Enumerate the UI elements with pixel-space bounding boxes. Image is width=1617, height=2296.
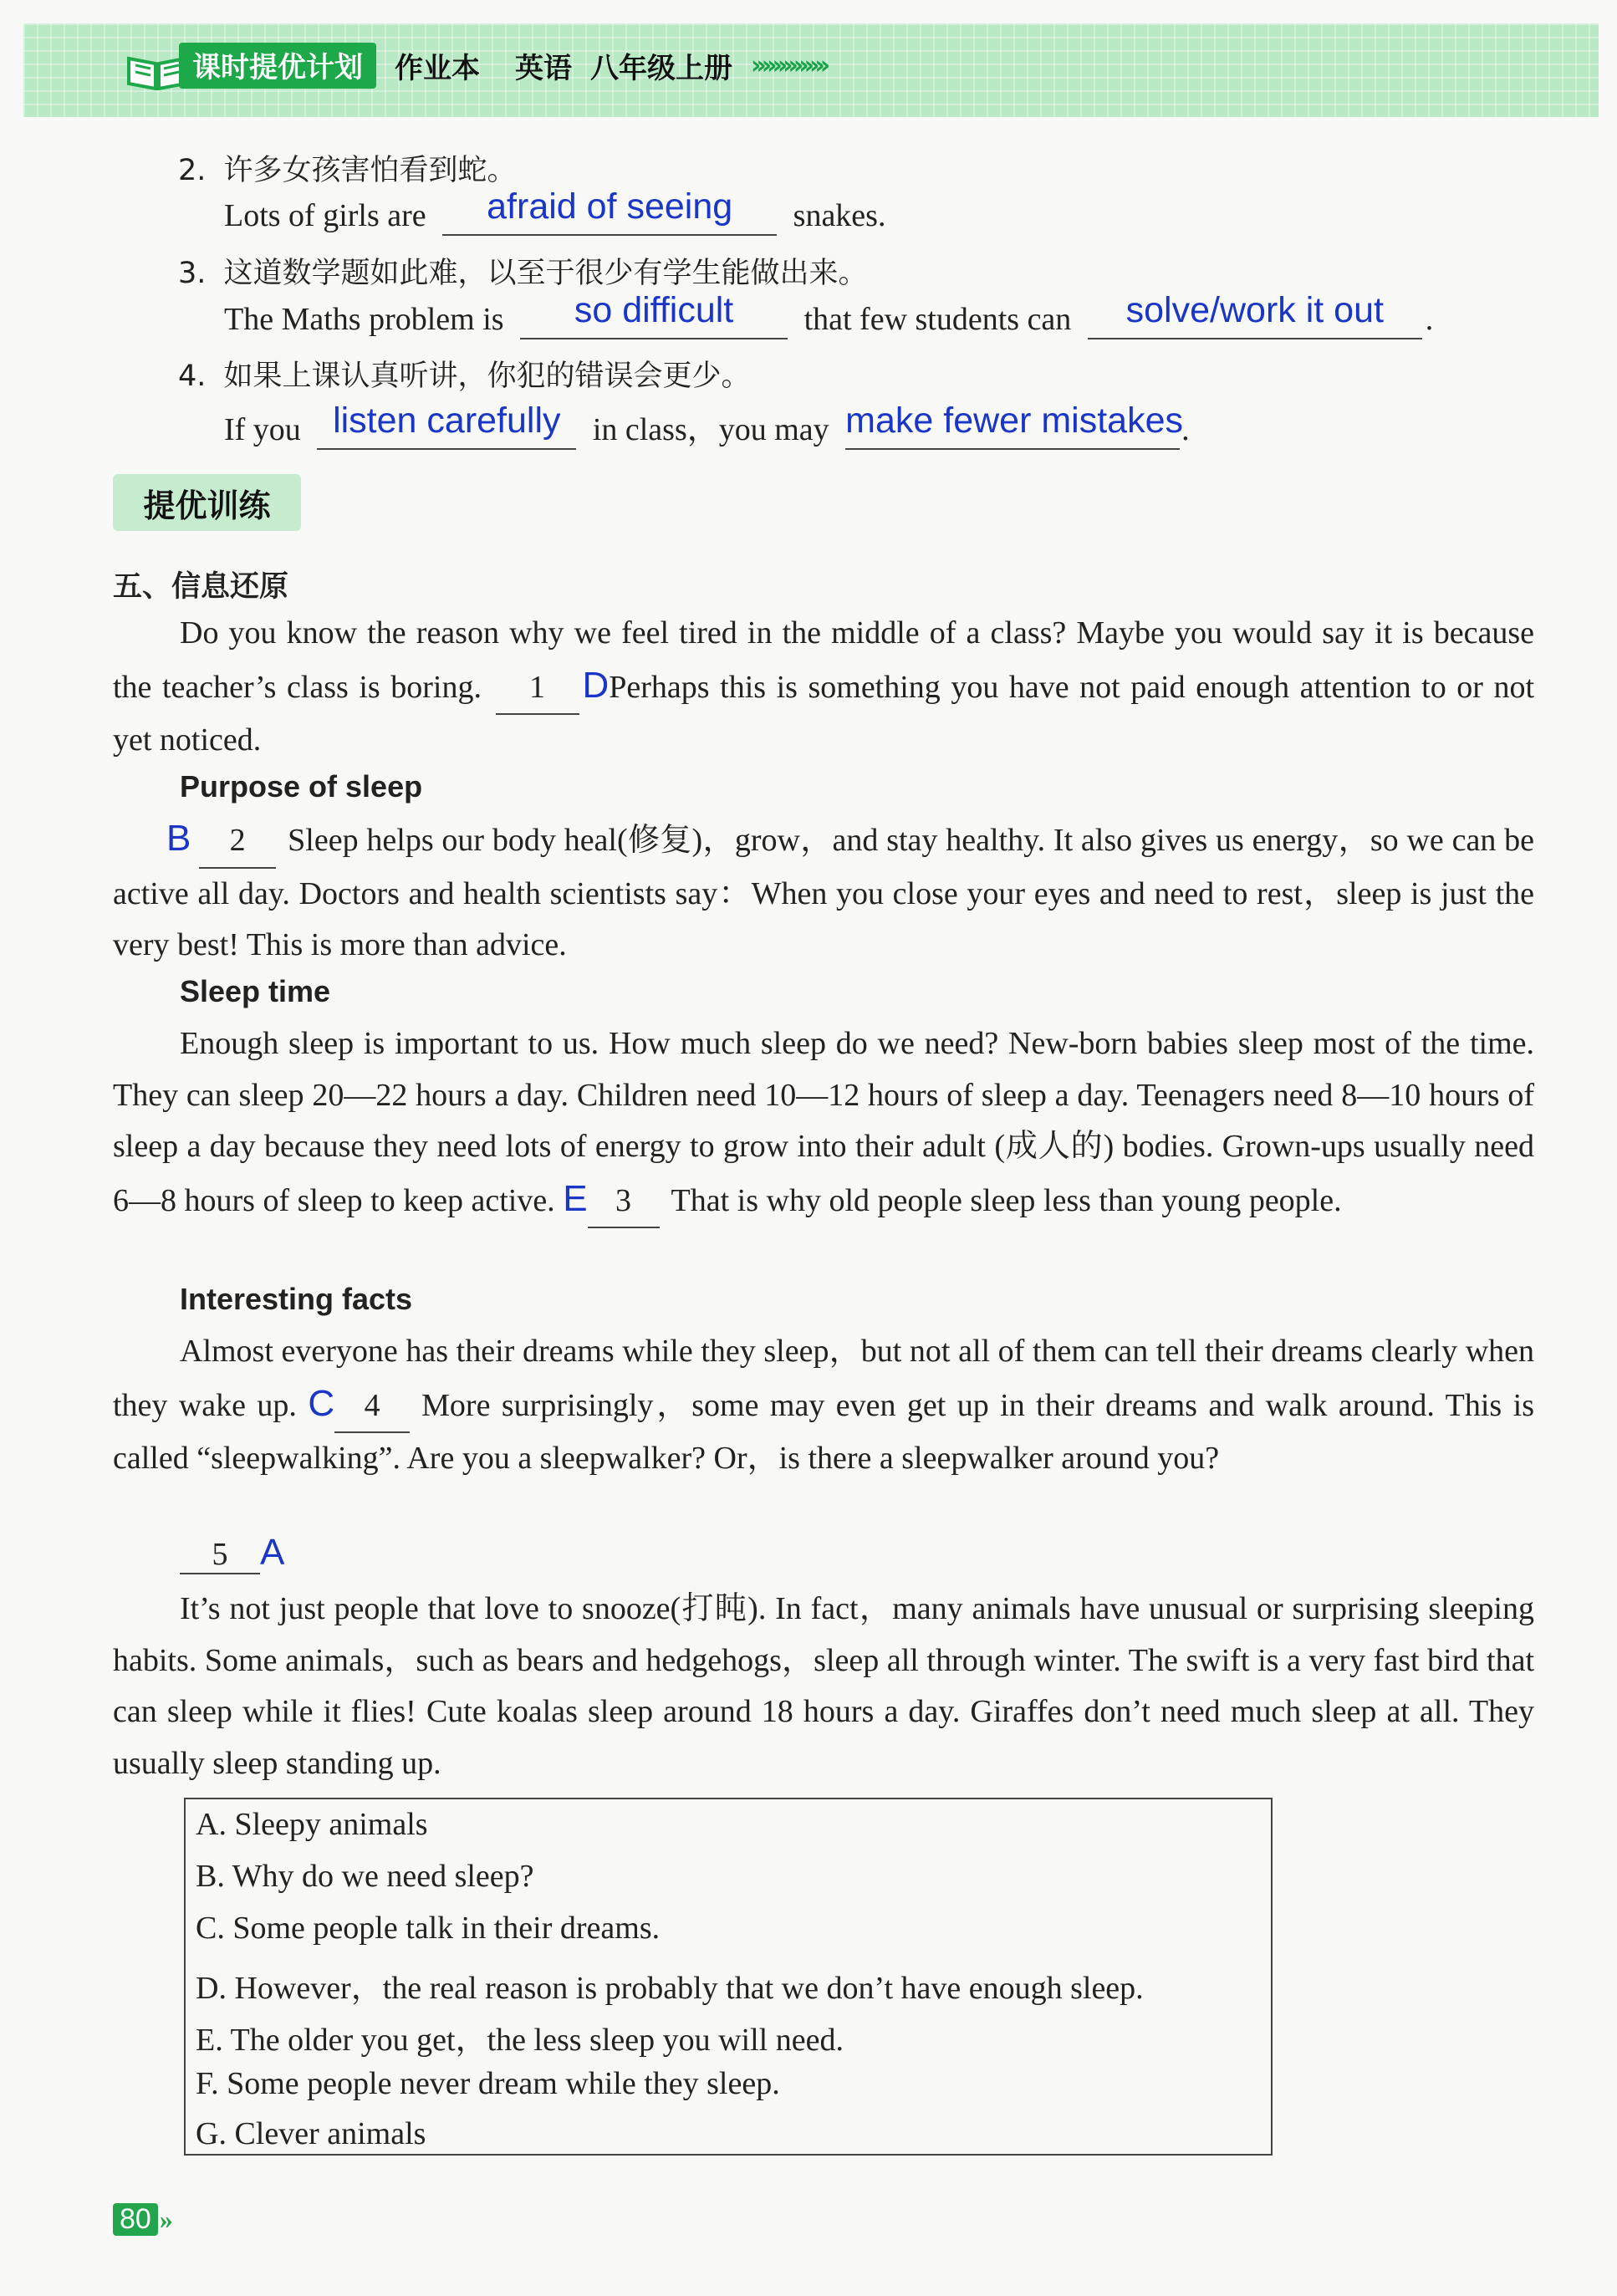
answer-blank [1088, 290, 1422, 339]
answer-blank [317, 401, 576, 450]
paragraph-text: More surprisingly，some may even get up in their dreams and walk around. This is called “sleepwalking”. Are you a sleepwalker? Or，is there a sleepwalker around you? [113, 1387, 1534, 1476]
option-f: F. Some people never dream while they sleep. [196, 2066, 780, 2101]
subheading-purpose: Purpose of sleep [180, 769, 423, 804]
sentence-part: in class，you may [592, 412, 829, 447]
answer-blank [496, 662, 579, 716]
item-3-english [224, 290, 1434, 339]
section-badge: 提优训练 [113, 474, 301, 531]
item-number: 2. [178, 154, 207, 187]
paragraph-text: It’s not just people that love to snooze(打盹). In fact，many animals have unusual or surprising sleeping habits. Some animals，such as bears and hedgehogs，sleep all through winter. The swift is a very fast bird that can sleep while it flies! Cute koalas sleep around 18 hours a day. Giraffes don’t need much sleep at all. They usually sleep standing up. [113, 1591, 1534, 1781]
handwritten-answer: B [166, 818, 191, 859]
blank-number: 1 [529, 669, 545, 705]
answer-blank [520, 290, 788, 339]
sentence-part: . [1181, 412, 1190, 447]
chevron-decor-icon: ›››››››››››››› [751, 50, 826, 80]
chinese-sentence: 如果上课认真听讲，你犯的错误会更少。 [223, 360, 751, 393]
chinese-sentence: 许多女孩害怕看到蛇。 [223, 154, 517, 187]
series-title: 课时提优计划 [179, 43, 376, 89]
blank-number: 3 [615, 1182, 632, 1218]
handwritten-answer: listen carefully [333, 401, 561, 441]
blank-number: 4 [364, 1387, 380, 1423]
item-number: 4. [178, 360, 207, 393]
paragraph-text: Enough sleep is important to us. How much sleep do we need? New-born babies sleep most of the time. They can sleep 20—22 hours a day. Children need 10—12 hours of sleep a day. Teenagers need 8—10 hours of sleep a day because they need lots of energy to grow into their adult (成人的) bodies. Grown-ups usually need 6—8 hours of sleep to keep active. [113, 1026, 1534, 1218]
chinese-sentence: 这道数学题如此难，以至于很少有学生能做出来。 [223, 257, 868, 290]
subheading-interesting-facts: Interesting facts [180, 1282, 413, 1316]
blank-number: 2 [229, 823, 246, 858]
task-title: 五、信息还原 [113, 570, 289, 604]
option-c: C. Some people talk in their dreams. [196, 1911, 661, 1946]
handwritten-answer: C [308, 1382, 335, 1424]
passage-paragraph-4 [113, 1326, 1534, 1485]
heading-5-blank [180, 1532, 284, 1574]
handwritten-answer: E [563, 1177, 588, 1219]
item-3-chinese [178, 250, 868, 292]
answer-blank [199, 815, 276, 869]
handwritten-answer: A [260, 1532, 285, 1573]
handwritten-answer: so difficult [574, 290, 734, 330]
answer-blank [442, 186, 777, 236]
handwritten-answer: solve/work it out [1125, 290, 1384, 330]
paragraph-text: Do you know the reason why we feel tired in the middle of a class? Maybe you would say it is because the teacher’s class is boring. [113, 615, 1534, 705]
book-type: 作业本 [395, 51, 480, 85]
paragraph-text: That is why old people sleep less than young people. [671, 1182, 1342, 1218]
passage-paragraph-5 [113, 1584, 1534, 1789]
subheading-sleep-time: Sleep time [180, 974, 331, 1008]
passage-paragraph-1 [113, 608, 1534, 767]
sentence-part: Lots of girls are [224, 198, 426, 233]
subject: 英语 [515, 51, 572, 85]
item-4-english [224, 403, 1190, 450]
paragraph-text: Sleep helps our body heal(修复)，grow，and stay healthy. It also gives us energy，so we can be active all day. Doctors and health scientists say：When you close your eyes and need to rest，sleep is just the very best! This is more than advice. [113, 823, 1535, 962]
sentence-part: snakes. [793, 198, 886, 233]
item-number: 3. [178, 257, 207, 290]
sentence-part: . [1425, 302, 1434, 337]
page-number [113, 2201, 173, 2237]
option-d: D. However，the real reason is probably that we don’t have enough sleep. [196, 1971, 1144, 2006]
sentence-part: that few students can [803, 302, 1072, 337]
answer-blank [334, 1380, 410, 1434]
paragraph-text: Perhaps this is something you have not paid enough attention to or not yet noticed. [113, 669, 1534, 758]
option-b: B. Why do we need sleep? [196, 1859, 534, 1894]
handwritten-answer: afraid of seeing [487, 186, 733, 227]
page-header [23, 23, 1599, 117]
item-2-english [224, 186, 886, 236]
item-4-chinese [178, 353, 751, 395]
sentence-part: The Maths problem is [224, 302, 504, 337]
page-number-label: 80 [113, 2203, 158, 2236]
answer-blank [845, 401, 1184, 450]
passage-paragraph-2 [113, 813, 1534, 972]
sentence-part: If you [224, 412, 301, 447]
double-chevron-icon: » [159, 2203, 173, 2234]
blank-number: 5 [212, 1537, 228, 1572]
answer-blank [180, 1536, 260, 1574]
handwritten-answer: D [582, 664, 610, 706]
option-e: E. The older you get，the less sleep you will need. [196, 2023, 844, 2058]
grade: 八年级上册 [590, 51, 732, 85]
options-box [184, 1798, 1273, 2156]
handwritten-answer: make fewer mistakes [845, 401, 1184, 441]
option-g: G. Clever animals [196, 2116, 426, 2151]
item-2-chinese [178, 147, 517, 189]
passage-paragraph-3 [113, 1018, 1534, 1228]
answer-blank [588, 1176, 660, 1229]
option-a: A. Sleepy animals [196, 1807, 428, 1842]
paragraph-text: Almost everyone has their dreams while they sleep，but not all of them can tell their dreams clearly when they wake up. [113, 1334, 1534, 1423]
